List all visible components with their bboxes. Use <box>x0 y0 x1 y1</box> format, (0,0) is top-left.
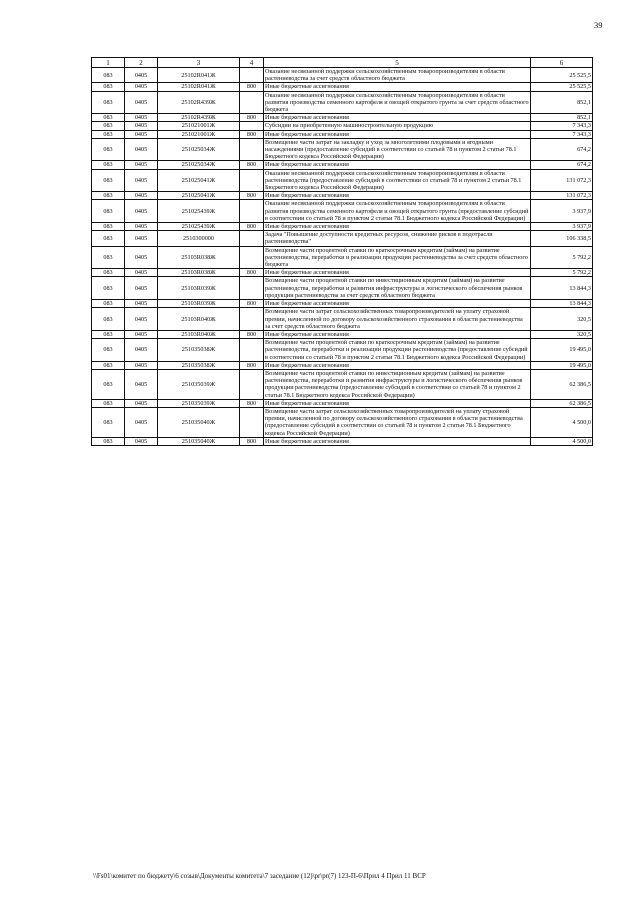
ministry-code-cell: 083 <box>92 269 125 277</box>
target-article-cell: 25102R041Ж <box>158 83 240 91</box>
description-cell: Иные бюджетные ассигнования <box>264 192 531 200</box>
target-article-cell: 251025041Ж <box>158 169 240 192</box>
ministry-code-cell: 083 <box>92 161 125 169</box>
expense-type-cell: 800 <box>240 361 264 369</box>
target-article-cell: 251035038Ж <box>158 361 240 369</box>
description-cell: Иные бюджетные ассигнования <box>264 130 531 138</box>
amount-cell: 25 525,5 <box>531 68 593 83</box>
ministry-code-cell: 083 <box>92 246 125 269</box>
expense-type-cell: 800 <box>240 192 264 200</box>
description-cell: Иные бюджетные ассигнования <box>264 114 531 122</box>
amount-cell: 674,2 <box>531 138 593 161</box>
column-header: 2 <box>125 58 158 68</box>
ministry-code-cell: 083 <box>92 308 125 331</box>
ministry-code-cell: 083 <box>92 300 125 308</box>
table-row <box>92 399 593 407</box>
ministry-code-cell: 083 <box>92 231 125 246</box>
section-code-cell: 0405 <box>125 161 158 169</box>
target-article-cell: 25103R040Ж <box>158 330 240 338</box>
description-cell: Иные бюджетные ассигнования <box>264 269 531 277</box>
ministry-code-cell: 083 <box>92 91 125 114</box>
description-cell: Субсидии на приобретенную машиностроительную продукцию <box>264 122 531 130</box>
expense-type-cell: 800 <box>240 161 264 169</box>
table-row <box>92 161 593 169</box>
target-article-cell: 25103R040Ж <box>158 308 240 331</box>
expense-type-cell <box>240 339 264 362</box>
section-code-cell: 0405 <box>125 192 158 200</box>
target-article-cell: 251025034Ж <box>158 161 240 169</box>
table-row <box>92 277 593 300</box>
description-cell: Оказание несвязанной поддержки сельскохозяйственным товаропроизводителям в области растениеводства за счет средств областного бюджета <box>264 68 531 83</box>
target-article-cell: 25103R038Ж <box>158 246 240 269</box>
section-code-cell: 0405 <box>125 91 158 114</box>
amount-cell: 106 338,5 <box>531 231 593 246</box>
target-article-cell: 25102R041Ж <box>158 68 240 83</box>
table-row <box>92 114 593 122</box>
amount-cell: 62 386,5 <box>531 369 593 399</box>
ministry-code-cell: 083 <box>92 361 125 369</box>
description-cell: Иные бюджетные ассигнования <box>264 361 531 369</box>
table-row <box>92 269 593 277</box>
target-article-cell: 251025439Ж <box>158 223 240 231</box>
target-article-cell: 25102R439Ж <box>158 91 240 114</box>
description-cell: Оказание несвязанной поддержки сельскохозяйственным товаропроизводителям в области развития производства семенного картофеля и овощей открытого грунта за счет средств областного бюджета <box>265 91 529 114</box>
amount-cell: 5 792,2 <box>531 246 593 269</box>
section-code-cell: 0405 <box>125 330 158 338</box>
expense-type-cell: 800 <box>240 300 264 308</box>
expense-type-cell <box>240 91 264 114</box>
expense-type-cell <box>240 369 264 399</box>
column-header: 4 <box>240 58 264 68</box>
section-code-cell: 0405 <box>125 269 158 277</box>
table-row <box>92 68 593 83</box>
expense-type-cell <box>240 169 264 192</box>
amount-cell: 13 844,3 <box>531 277 593 300</box>
expense-type-cell: 800 <box>240 399 264 407</box>
section-code-cell: 0405 <box>125 369 158 399</box>
section-code-cell: 0405 <box>125 68 158 83</box>
expense-type-cell: 800 <box>240 223 264 231</box>
section-code-cell: 0405 <box>125 138 158 161</box>
expense-type-cell: 800 <box>240 269 264 277</box>
amount-cell: 852,1 <box>531 114 593 122</box>
description-cell: Возмещение части процентной ставки по краткосрочным кредитам (займам) на развитие растениеводства, переработки и реализации продукции растениеводства (предоставление субсидий в соответствии со статьей 78 и пунктом 2 статьи 78.1 Бюджетного кодекса Российской Федерации) <box>264 339 531 362</box>
description-cell: Возмещение части процентной ставки по краткосрочным кредитам (займам) на развитие растениеводства, переработки и реализации продукции растениеводства за счет средств областного бюджета <box>264 246 531 269</box>
target-article-cell: 251021001Ж <box>158 122 240 130</box>
description-cell: Иные бюджетные ассигнования <box>264 300 531 308</box>
expense-type-cell <box>240 231 264 246</box>
ministry-code-cell: 083 <box>92 169 125 192</box>
amount-cell: 7 343,3 <box>531 122 593 130</box>
expense-type-cell: 800 <box>240 130 264 138</box>
description-cell: Иные бюджетные ассигнования <box>264 399 531 407</box>
table-row <box>92 122 593 130</box>
amount-cell: 19 495,0 <box>531 339 593 362</box>
table-row <box>92 339 593 362</box>
table-row <box>92 361 593 369</box>
expense-type-cell <box>240 277 264 300</box>
table-row <box>92 130 593 138</box>
section-code-cell: 0405 <box>125 277 158 300</box>
target-article-cell: 251035039Ж <box>158 399 240 407</box>
table-row <box>92 83 593 91</box>
target-article-cell: 2510300000 <box>158 231 240 246</box>
ministry-code-cell: 083 <box>92 330 125 338</box>
description-cell: Иные бюджетные ассигнования <box>264 330 531 338</box>
section-code-cell: 0405 <box>125 114 158 122</box>
expense-type-cell: 800 <box>240 83 264 91</box>
amount-cell: 25 525,5 <box>531 83 593 91</box>
table-row <box>92 231 593 246</box>
ministry-code-cell: 083 <box>92 192 125 200</box>
column-header: 3 <box>158 58 240 68</box>
expense-type-cell: 800 <box>240 437 264 445</box>
target-article-cell: 251025034Ж <box>158 138 240 161</box>
budget-table <box>91 57 593 446</box>
section-code-cell: 0405 <box>125 200 158 223</box>
description-cell: Оказание несвязанной поддержки сельскохозяйственным товаропроизводителям в области растениеводства (предоставление субсидий в соответствии со статьей 78 и пунктом 2 статьи 78.1 Бюджетного кодекса Российской Федерации) <box>264 169 531 192</box>
table-row <box>92 330 593 338</box>
section-code-cell: 0405 <box>125 437 158 445</box>
expense-type-cell: 800 <box>240 114 264 122</box>
ministry-code-cell: 083 <box>92 130 125 138</box>
ministry-code-cell: 083 <box>92 114 125 122</box>
description-cell: Оказание несвязанной поддержки сельскохозяйственным товаропроизводителям в области развития производства семенного картофеля и овощей открытого грунта (предоставление субсидий в соответствии со статьей 78 и пунктом 2 статьи 78.1 Бюджетного кодекса Российской Федерации) <box>264 200 531 223</box>
description-cell: Возмещение части процентной ставки по инвестиционным кредитам (займам) на развитие растениеводства, переработки и развития инфраструктуры и логистического обеспечения рынков продукции растениеводства (предоставление субсидий в соответствии со статьей 78 и пунктом 2 статьи 78.1 Бюджетного кодекса Российской Федерации) <box>264 369 531 399</box>
ministry-code-cell: 083 <box>92 437 125 445</box>
expense-type-cell <box>240 246 264 269</box>
description-cell: Возмещение части процентной ставки по инвестиционным кредитам (займам) на развитие растениеводства, переработки и развития инфраструктуры и логистического обеспечения рынков продукции растениеводства за счет средств областного бюджета <box>264 277 531 300</box>
ministry-code-cell: 083 <box>92 369 125 399</box>
section-code-cell: 0405 <box>125 339 158 362</box>
target-article-cell: 25103R039Ж <box>158 277 240 300</box>
target-article-cell: 251035038Ж <box>158 339 240 362</box>
ministry-code-cell: 083 <box>92 407 125 437</box>
section-code-cell: 0405 <box>125 122 158 130</box>
table-row <box>92 246 593 269</box>
expense-type-cell <box>240 200 264 223</box>
section-code-cell: 0405 <box>125 223 158 231</box>
section-code-cell: 0405 <box>125 300 158 308</box>
table-row <box>92 308 593 331</box>
section-code-cell: 0405 <box>125 231 158 246</box>
ministry-code-cell: 083 <box>92 223 125 231</box>
section-code-cell: 0405 <box>125 399 158 407</box>
amount-cell: 4 500,0 <box>531 437 593 445</box>
target-article-cell: 251025439Ж <box>158 200 240 223</box>
column-header: 6 <box>531 58 593 68</box>
section-code-cell: 0405 <box>125 361 158 369</box>
column-header: 1 <box>92 58 125 68</box>
description-cell: Иные бюджетные ассигнования <box>264 437 531 445</box>
expense-type-cell <box>240 122 264 130</box>
table-header-row <box>92 58 593 68</box>
page-number: 39 <box>594 20 603 30</box>
amount-cell: 4 500,0 <box>531 407 593 437</box>
amount-cell: 131 072,3 <box>531 192 593 200</box>
amount-cell: 131 072,3 <box>531 169 593 192</box>
table-row <box>92 169 593 192</box>
ministry-code-cell: 083 <box>92 122 125 130</box>
expense-type-cell <box>240 407 264 437</box>
table-row <box>92 369 593 399</box>
ministry-code-cell: 083 <box>92 399 125 407</box>
ministry-code-cell: 083 <box>92 339 125 362</box>
target-article-cell: 251025041Ж <box>158 192 240 200</box>
table-row <box>92 223 593 231</box>
table-row <box>92 200 593 223</box>
target-article-cell: 251021001Ж <box>158 130 240 138</box>
expense-type-cell: 800 <box>240 330 264 338</box>
table-row <box>92 91 593 114</box>
target-article-cell: 25103R038Ж <box>158 269 240 277</box>
target-article-cell: 25103R039Ж <box>158 300 240 308</box>
description-cell: Задача "Повышение доступности кредитных ресурсов, снижение рисков в подотрасли растениеводства" <box>264 231 531 246</box>
column-header: 5 <box>264 58 531 68</box>
amount-cell: 62 386,5 <box>531 399 593 407</box>
expense-type-cell <box>240 68 264 83</box>
section-code-cell: 0405 <box>125 246 158 269</box>
target-article-cell: 251035039Ж <box>158 369 240 399</box>
target-article-cell: 251035040Ж <box>158 407 240 437</box>
description-cell: Возмещение части затрат сельскохозяйственных товаропроизводителей на уплату страховой премии, начисленной по договору сельскохозяйственного страхования в области растениеводства (предоставление субсидий в соответствии со статьей 78 и пунктом 2 статьи 78.1 Бюджетного кодекса Российской Федерации) <box>264 407 531 437</box>
amount-cell: 320,5 <box>531 308 593 331</box>
section-code-cell: 0405 <box>125 308 158 331</box>
amount-cell: 3 937,9 <box>531 223 593 231</box>
section-code-cell: 0405 <box>125 407 158 437</box>
section-code-cell: 0405 <box>125 83 158 91</box>
target-article-cell: 251035040Ж <box>158 437 240 445</box>
file-path-footer: \\Fs01\комитет по бюджету\6 созыв\Документы комитета\7 заседание (12)\pr\pr(7) 123-П-6\Прил 4 Прил 11 ВСР <box>93 872 426 880</box>
amount-cell: 19 495,0 <box>531 361 593 369</box>
ministry-code-cell: 083 <box>92 200 125 223</box>
table-row <box>92 437 593 445</box>
expense-type-cell <box>240 308 264 331</box>
amount-cell: 320,5 <box>531 330 593 338</box>
description-cell: Иные бюджетные ассигнования <box>264 161 531 169</box>
table-row <box>92 138 593 161</box>
amount-cell: 852,1 <box>531 91 593 114</box>
ministry-code-cell: 083 <box>92 138 125 161</box>
amount-cell: 13 844,3 <box>531 300 593 308</box>
table-row <box>92 192 593 200</box>
amount-cell: 5 792,2 <box>531 269 593 277</box>
section-code-cell: 0405 <box>125 169 158 192</box>
amount-cell: 3 937,9 <box>531 200 593 223</box>
ministry-code-cell: 083 <box>92 83 125 91</box>
description-cell: Возмещение части затрат на закладку и уход за многолетними плодовыми и ягодными насаждениями (предоставление субсидий в соответствии со статьей 78 и пунктом 2 статьи 78.1 Бюджетного кодекса Российской Федерации) <box>264 138 531 161</box>
target-article-cell: 25102R439Ж <box>158 114 240 122</box>
table-row <box>92 300 593 308</box>
description-cell: Возмещение части затрат сельскохозяйственных товаропроизводителей на уплату страховой премии, начисленной по договору сельскохозяйственного страхования в области растениеводства за счет средств областного бюджета <box>264 308 531 331</box>
ministry-code-cell: 083 <box>92 68 125 83</box>
description-cell: Иные бюджетные ассигнования <box>264 223 531 231</box>
amount-cell: 674,2 <box>531 161 593 169</box>
expense-type-cell <box>240 138 264 161</box>
table-row <box>92 407 593 437</box>
amount-cell: 7 343,3 <box>531 130 593 138</box>
section-code-cell: 0405 <box>125 130 158 138</box>
ministry-code-cell: 083 <box>92 277 125 300</box>
description-cell: Иные бюджетные ассигнования <box>264 83 531 91</box>
